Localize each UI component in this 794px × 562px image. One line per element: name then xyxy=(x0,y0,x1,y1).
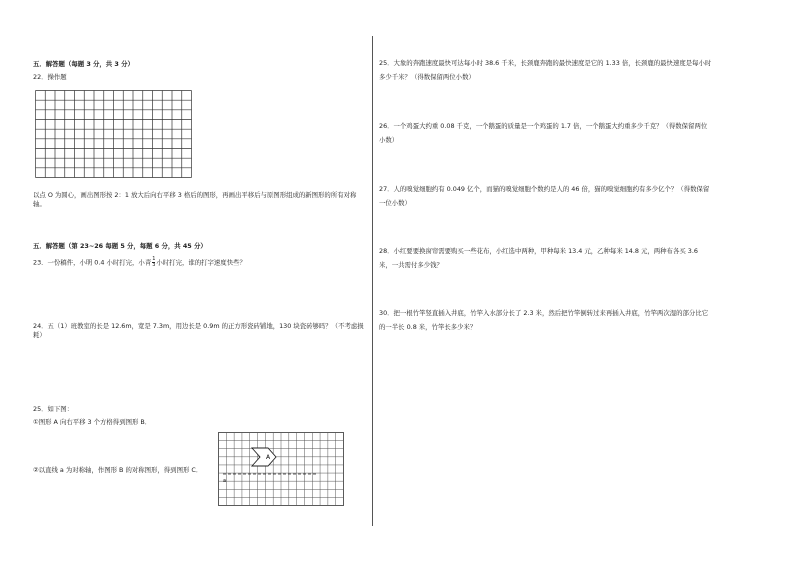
shape-a-label: A xyxy=(266,454,271,461)
grid-22 xyxy=(35,90,192,178)
question-24-text: 24．五（1）班教室的长是 12.6m，宽是 7.3m，用边长是 0.9m 的正方形瓷砖铺地，130 块瓷砖够吗？（不考虑损耗） xyxy=(33,322,364,339)
question-30-text: 30．把一根竹竿竖直插入井底，竹竿入水部分长了 2.3 米，然后把竹竿倒转过来再插入井底，竹竿两次湿的部分比它的一半长 0.8 米，竹竿长多少米？ xyxy=(379,309,709,331)
question-25-item-2: ②以直线 a 为对称轴，作图形 B 的对称图形，得到图形 C． xyxy=(33,466,203,474)
question-22-text: 以点 O 为圆心，画出图形按 2：1 放大后向右平移 3 格后的图形，再画出平移后与原图形组成的新图形的所有对称轴。 xyxy=(33,191,357,208)
axis-label-a: a xyxy=(223,478,227,484)
fraction xyxy=(152,257,155,268)
fraction-denominator: 3 xyxy=(152,262,156,268)
column-divider xyxy=(372,36,373,526)
question-25b-text: 25．大象的奔跑速度最快可达每小时 38.6 千米，长颈鹿奔跑的最快速度是它的 1.33 倍，长颈鹿的最快速度是每小时多少千米？（得数保留两位小数） xyxy=(379,59,712,81)
question-27-text: 27．人的嗅觉细胞约有 0.049 亿个，而猫的嗅觉细胞个数约是人的 46 倍，猫的嗅觉细胞约有多少亿个？（得数保留一位小数） xyxy=(379,185,710,207)
translation-figure-grid xyxy=(218,432,344,506)
question-25-label: 25．如下图： xyxy=(33,405,74,413)
question-23-text-a: 23．一份稿件，小明 0.4 小时打完，小青 xyxy=(33,258,152,267)
question-23 xyxy=(33,257,246,268)
section-header-5: 五．解答题（每题 3 分，共 3 分） xyxy=(33,60,134,68)
question-23-text-b: 小时打完，谁的打字速度快些？ xyxy=(156,258,246,267)
fraction-numerator: 1 xyxy=(152,256,156,262)
section-header-5b: 五．解答题（第 23~26 每题 5 分，每题 6 分，共 45 分） xyxy=(33,242,207,250)
question-22-label: 22．操作题 xyxy=(33,73,67,81)
question-26-text: 26．一个鸡蛋大约重 0.08 千克，一个鹅蛋的质量是一个鸡蛋的 1.7 倍，一个鹅蛋大约重多少千克？（得数保留两位小数） xyxy=(379,122,708,144)
question-28-text: 28．小红要要换窗帘需要购买一些花布，小红选中两种，甲种每米 13.4 元，乙种每米 14.8 元，两种布各买 3.6 米，一共需付多少钱？ xyxy=(379,247,698,269)
question-25-item-1: ①图形 A 向右平移 3 个方格得到图形 B． xyxy=(33,418,152,426)
